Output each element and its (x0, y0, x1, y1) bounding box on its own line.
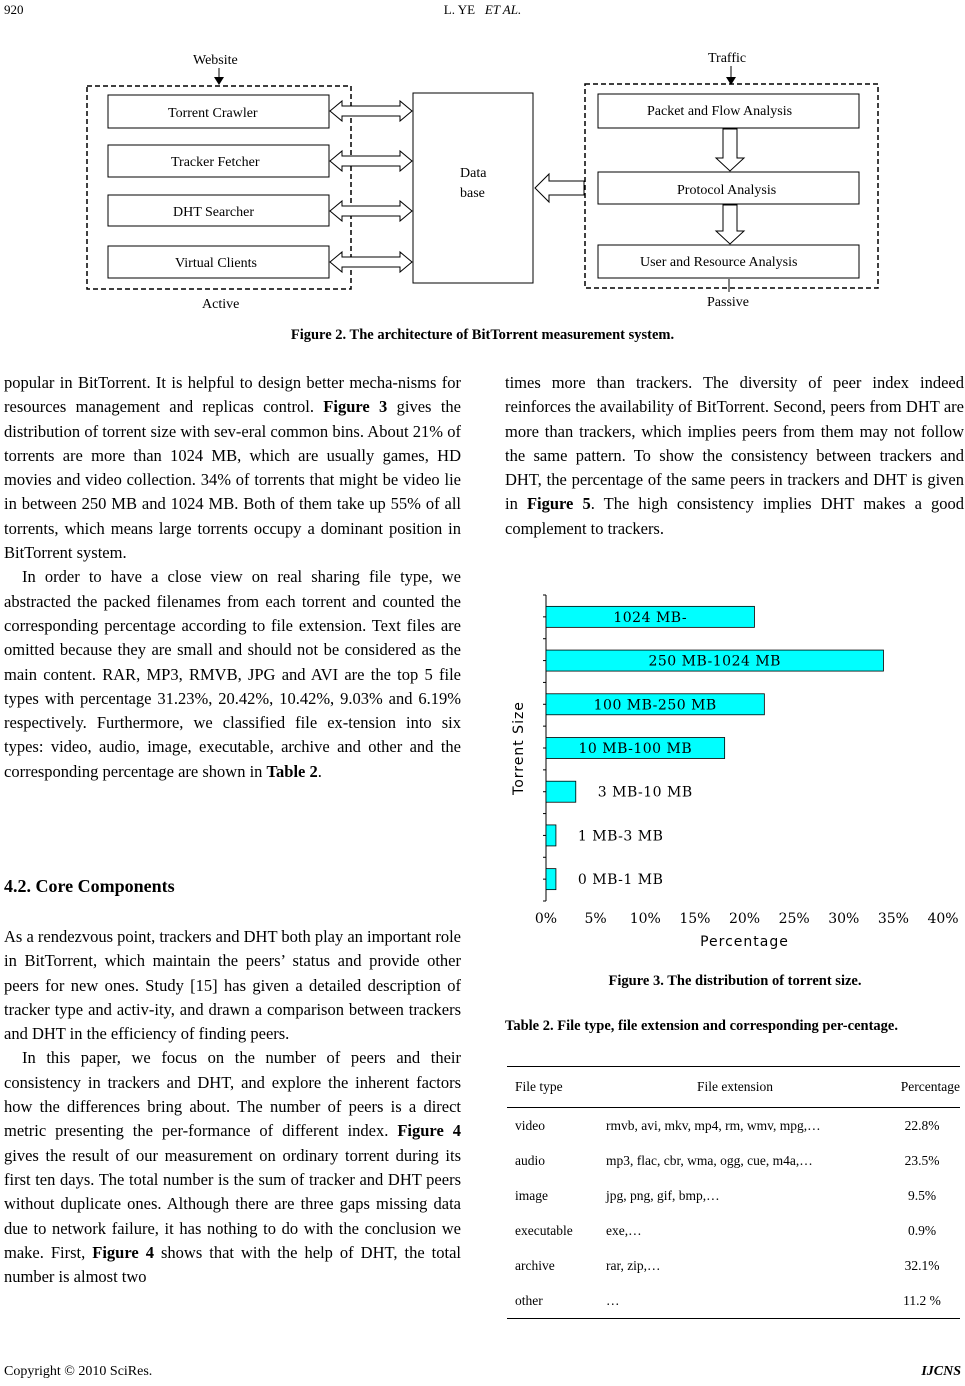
chart-bar (546, 825, 556, 846)
column-header-file-type: File type (507, 1067, 600, 1108)
left-paragraph-2: In order to have a close view on real sharing file type, we abstracted the packed filenames from each torrent and counted the corresponding percentage according to file extension. Text files are omitted because they are small and should not be considered as the main content. RAR, MP3, RMVB, JPG and AVI are the top 5 file types with percentage 31.23%, 20.42%, 10.42%, 9.03% and 6.19% respectively. Furthermore, we classified file ex-tension into six types: video, audio, image, executable, archive and other and the corresponding percentage are shown in Table 2. (4, 567, 461, 781)
chart-x-tick-label: 20% (728, 911, 761, 927)
cell-file-type: executable (515, 1222, 573, 1238)
cell-file-extension: mp3, flac, cbr, wma, ogg, cue, m4a,… (606, 1152, 813, 1168)
chart-x-tick-label: 35% (877, 911, 909, 927)
double-arrow-3 (330, 201, 412, 221)
table-2-caption: Table 2. File type, file extension and corresponding per-centage. (505, 1018, 898, 1034)
database-label-1: Data (460, 166, 487, 181)
column-header-file-extension: File extension (600, 1067, 870, 1108)
chart-bar-label: 250 MB-1024 MB (648, 653, 781, 670)
column-header-percentage: Percentage (870, 1067, 960, 1108)
left-box-3-label: DHT Searcher (173, 205, 254, 220)
section-heading: 4.2. Core Components (4, 876, 175, 896)
traffic-label: Traffic (708, 51, 747, 66)
double-arrow-1 (330, 101, 412, 121)
cell-file-extension: exe,… (606, 1222, 642, 1238)
left-column (4, 371, 461, 784)
right-box-2 (598, 172, 859, 204)
left-column-lower (4, 925, 461, 1289)
page-number: 920 (4, 2, 24, 17)
traffic-arrow (726, 66, 736, 85)
left-paragraph-1: popular in BitTorrent. It is helpful to design better mecha-nisms for resources management and replicas control. Figure 3 gives the distribution of torrent size with sev-eral common bins. About 21% of torrents are more than 1024 MB, which are usually games, HD movies and video collection. 34% of torrents that might be video lie in between 250 MB and 1024 MB. Both of them take up 55% of all torrents, which means large torrents occupy a dominant position in BitTorrent system. (4, 373, 461, 563)
active-label: Active (202, 297, 240, 312)
left-box-2 (108, 145, 329, 177)
passive-label: Passive (707, 295, 749, 310)
figure-3-chart (505, 585, 965, 960)
cell-percentage: 11.2 % (870, 1283, 960, 1319)
chart-bar-label: 1 MB-3 MB (577, 828, 664, 845)
chart-bar-label: 1024 MB- (613, 609, 688, 626)
left-box-3 (108, 195, 329, 226)
website-arrow (214, 68, 224, 85)
chart-x-tick-label: 15% (679, 911, 711, 927)
figure-2-diagram (0, 40, 965, 320)
chart-x-tick-label: 0% (534, 911, 558, 927)
chart-bar-label: 0 MB-1 MB (577, 872, 664, 889)
footer-journal: IJCNS (921, 1364, 961, 1379)
chart-x-ticks (535, 911, 959, 927)
right-box-1 (598, 94, 859, 128)
website-label: Website (193, 53, 238, 68)
table-row (507, 1283, 960, 1319)
passive-to-database-arrow (535, 174, 584, 202)
right-box-3 (598, 245, 859, 278)
chart-x-axis-label: Percentage (700, 934, 789, 950)
chart-x-tick-label: 25% (778, 911, 810, 927)
cell-percentage: 23.5% (904, 1152, 940, 1168)
chart-bar-label: 100 MB-250 MB (593, 697, 717, 714)
chart-x-tick-label: 5% (584, 911, 607, 927)
cell-file-type: archive (515, 1257, 555, 1273)
right-paragraph-1: times more than trackers. The diversity of peer index indeed reinforces the availability of BitTorrent. Second, peers from DHT are more than trackers, which implies peers from them may not follow the same pattern. To show the consistency between trackers and DHT, the percentage of the same peers in trackers and DHT is given in Figure 5. The high consistency implies DHT makes a good complement to trackers. (505, 373, 964, 538)
figure-3-caption: Figure 3. The distribution of torrent size. (608, 973, 862, 989)
footer-copyright: Copyright © 2010 SciRes. (4, 1364, 153, 1379)
double-arrow-4 (330, 252, 412, 272)
left-box-4 (108, 246, 329, 278)
table-header-row (507, 1067, 960, 1108)
database-label-2: base (460, 186, 485, 201)
figure-2-caption: Figure 2. The architecture of BitTorrent measurement system. (290, 327, 675, 343)
cell-file-extension: rar, zip,… (606, 1257, 661, 1273)
table-row (507, 1248, 960, 1283)
down-arrow-2 (716, 205, 744, 244)
chart-x-tick-label: 10% (629, 911, 661, 927)
chart-bar (546, 869, 556, 890)
figure-3-ref: Figure 3 (323, 397, 388, 417)
chart-bar (546, 781, 576, 802)
left-box-2-label: Tracker Fetcher (171, 155, 260, 170)
figure-4-ref-2: Figure 4 (92, 1242, 154, 1262)
cell-file-extension: rmvb, avi, mkv, mp4, rm, wmv, mpg,… (606, 1117, 821, 1133)
cell-file-extension: … (600, 1283, 870, 1319)
right-column (505, 371, 964, 541)
left-box-1 (108, 95, 329, 128)
chart-bar-label: 3 MB-10 MB (597, 784, 693, 801)
cell-percentage: 9.5% (907, 1187, 937, 1203)
table-row (507, 1213, 960, 1248)
header-et-al: ET AL. (484, 2, 522, 17)
left-paragraph-3: As a rendezvous point, trackers and DHT both play an important role in BitTorrent, which maintain the peers’ status and provide other peers for new ones. Study [15] has given a detailed description of tracker type and activ-ity, and drawn a comparison between trackers and DHT in the efficiency of finding peers. (4, 927, 461, 1044)
cell-file-type: other (507, 1283, 600, 1319)
table-row (507, 1108, 960, 1144)
table-row (507, 1143, 960, 1178)
double-arrow-2 (330, 151, 412, 171)
cell-file-type: image (515, 1187, 548, 1203)
cell-percentage: 22.8% (904, 1117, 940, 1133)
cell-file-type: video (515, 1117, 545, 1133)
left-box-1-label: Torrent Crawler (168, 106, 258, 121)
chart-x-tick-label: 30% (828, 911, 860, 927)
cell-file-extension: jpg, png, gif, bmp,… (606, 1187, 720, 1203)
database-box (413, 93, 533, 283)
table-2-ref: Table 2 (266, 761, 318, 781)
right-box-2-label: Protocol Analysis (677, 183, 777, 198)
cell-percentage: 0.9% (907, 1222, 937, 1238)
table-2 (507, 1066, 960, 1319)
cell-file-type: audio (515, 1152, 545, 1168)
figure-4-ref-1: Figure 4 (397, 1121, 461, 1141)
down-arrow-1 (716, 129, 744, 171)
chart-x-tick-label: 40% (927, 911, 959, 927)
header-authors: L. YE (443, 2, 476, 17)
left-paragraph-4: In this paper, we focus on the number of peers and their consistency in trackers and DHT, and explore the inherent factors how the differences bring about. The number of peers is a direct metric presenting the per-formance of different index. Figure 4 gives the result of our measurement on ordinary torrent during its first ten days. The total number is the sum of tracker and DHT peers without duplicate ones. Although there are three gaps missing data due to network failure, it has nothing to do with the conclusion we make. First, Figure 4 shows that with the help of DHT, the total number is almost two (4, 1048, 461, 1287)
running-header (0, 2, 965, 18)
chart-axes (543, 595, 546, 901)
figure-5-ref: Figure 5 (526, 494, 591, 514)
chart-bar-label: 10 MB-100 MB (578, 741, 693, 757)
right-box-1-label: Packet and Flow Analysis (647, 104, 793, 119)
chart-y-axis-label: Torrent Size (511, 701, 527, 795)
left-box-4-label: Virtual Clients (175, 256, 257, 271)
table-row (507, 1178, 960, 1213)
cell-percentage: 32.1% (904, 1257, 940, 1273)
right-box-3-label: User and Resource Analysis (640, 255, 798, 270)
